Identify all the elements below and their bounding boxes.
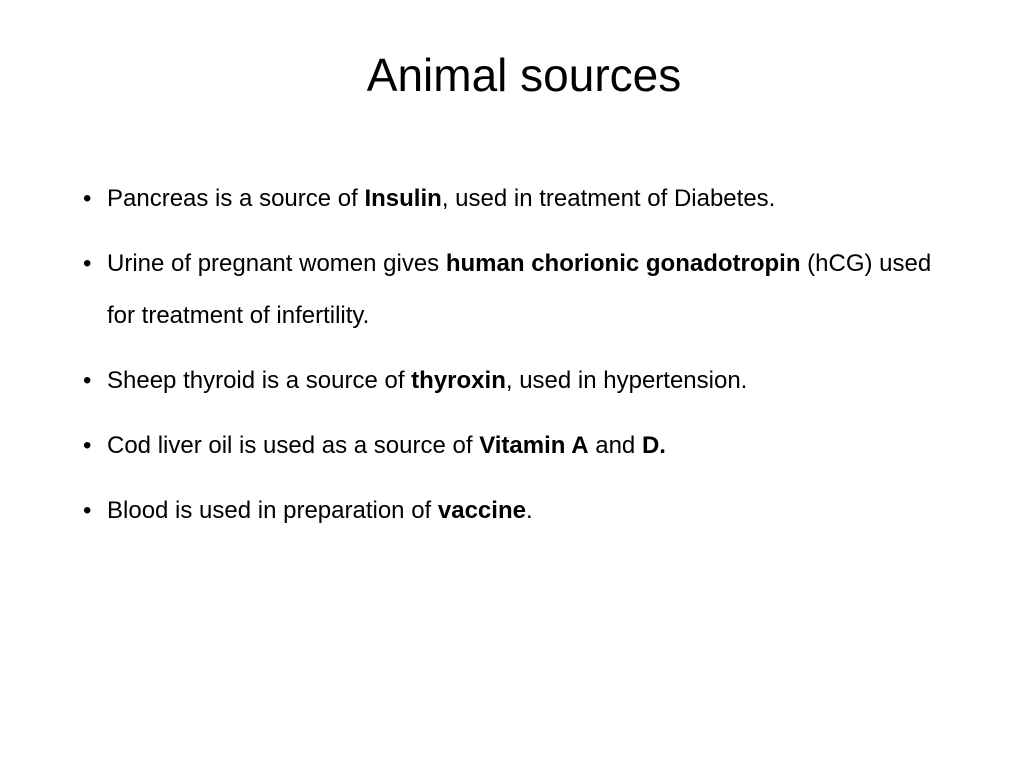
bullet-marker: • (83, 432, 92, 459)
bullet-text: Urine of pregnant women gives (107, 250, 446, 277)
bullet-item (83, 355, 963, 407)
bullet-text: , used in treatment of Diabetes. (441, 185, 776, 212)
bullet-text: , used in hypertension. (505, 367, 748, 394)
bullet-item (83, 420, 963, 472)
bullet-emphasis: Vitamin A (479, 432, 589, 459)
bullet-emphasis: vaccine (437, 497, 526, 524)
bullet-item (83, 173, 963, 225)
bullet-marker: • (83, 497, 92, 524)
bullet-marker: • (83, 185, 92, 212)
bullet-marker: • (83, 250, 92, 277)
bullet-list (83, 173, 963, 550)
bullet-emphasis: Insulin (364, 185, 442, 212)
bullet-text: . (525, 497, 533, 524)
bullet-item (83, 238, 963, 342)
bullet-item (83, 485, 963, 537)
bullet-emphasis: thyroxin (411, 367, 506, 394)
bullet-text: (hCG) used for treatment of infertility. (107, 250, 932, 329)
bullet-text: Pancreas is a source of (107, 185, 365, 212)
bullet-text: Sheep thyroid is a source of (107, 367, 412, 394)
bullet-text: Blood is used in preparation of (107, 497, 438, 524)
bullet-text: and (588, 432, 642, 459)
bullet-emphasis: human chorionic gonadotropin (445, 250, 801, 277)
bullet-text: Cod liver oil is used as a source of (107, 432, 480, 459)
bullet-marker: • (83, 367, 92, 394)
slide-title: Animal sources (366, 49, 682, 101)
bullet-emphasis: D. (641, 432, 666, 459)
